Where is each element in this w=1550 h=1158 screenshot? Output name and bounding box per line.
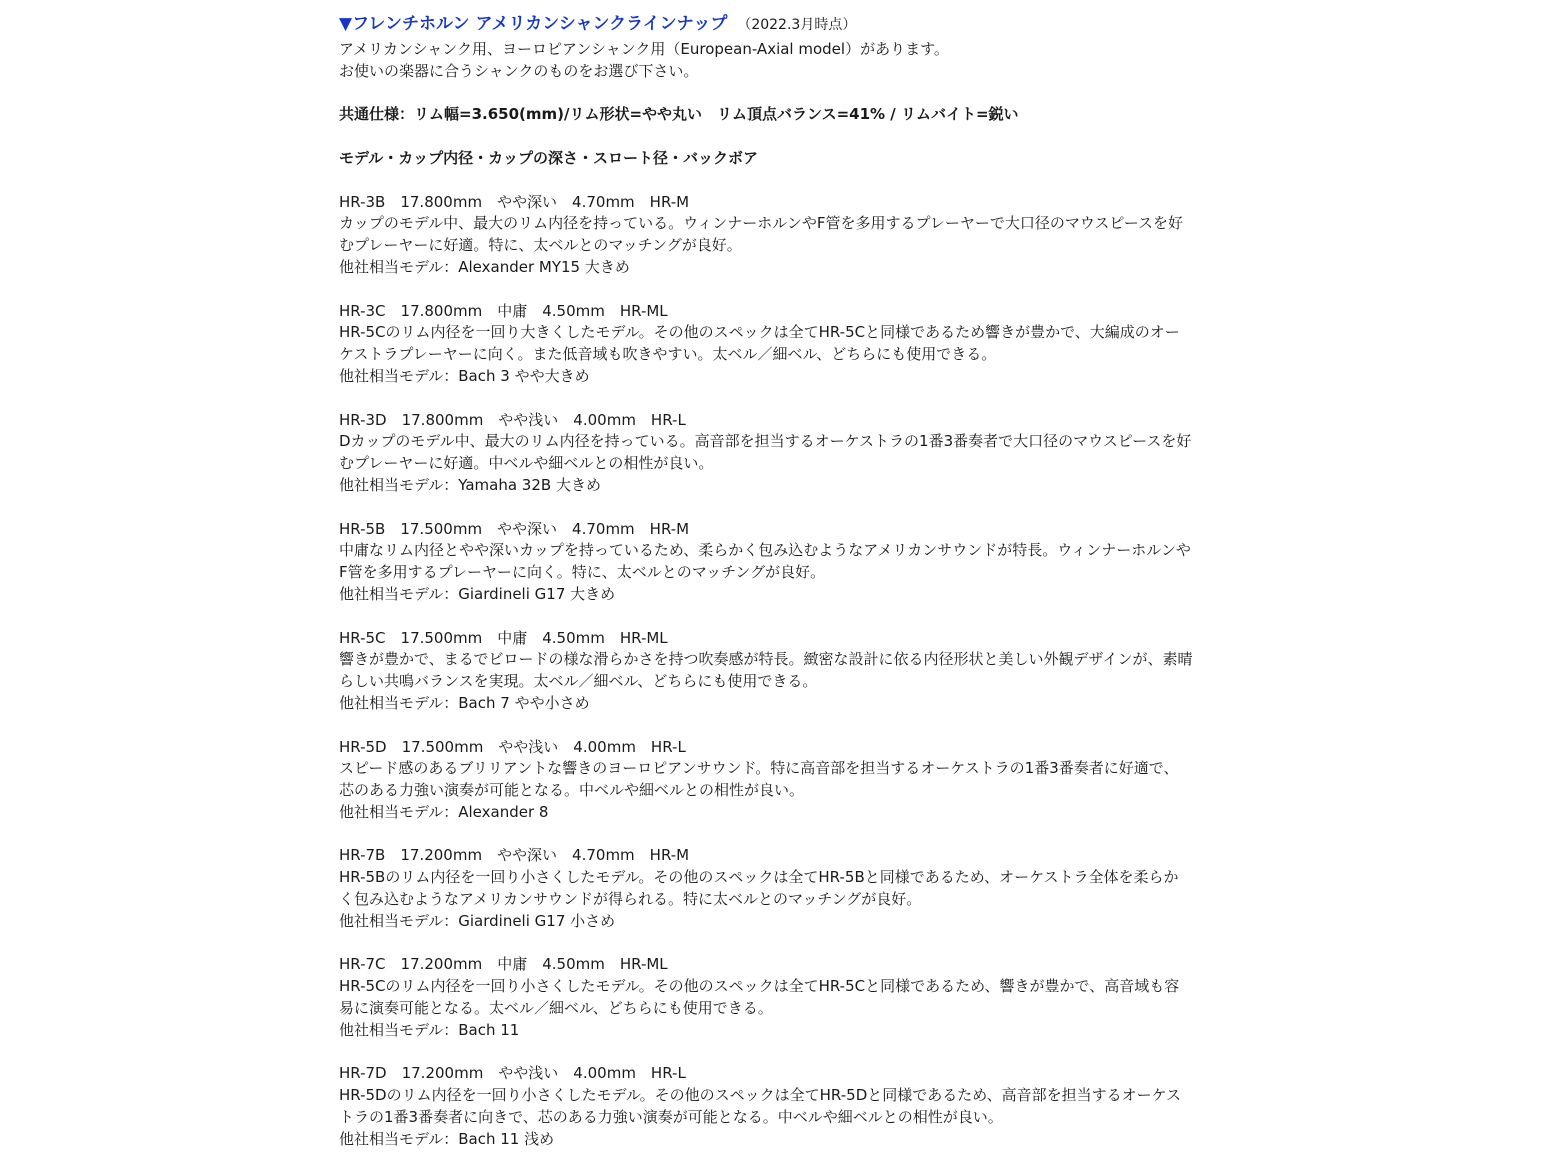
model-entry	[339, 737, 1239, 824]
model-entry	[339, 845, 1239, 932]
model-description: むプレーヤーに好適。中ベルや細ベルとの相性が良い。	[339, 454, 714, 473]
model-entry	[339, 628, 1239, 715]
model-description: HR-5Cのリム内径を一回り小さくしたモデル。その他のスペックは全てHR-5Cと同様であるため、響きが豊かで、高音域も容	[339, 977, 1180, 996]
common-spec-text: 共通仕様：リム幅=3.650(mm)/リム形状=やや丸い リム頂点バランス=41% / リムバイト=鋭い	[339, 105, 1019, 124]
model-description: く包み込むようなアメリカンサウンドが得られる。特に太ベルとのマッチングが良好。	[339, 890, 922, 909]
columns-heading-text: モデル・カップ内径・カップの深さ・スロート径・バックボア	[339, 148, 758, 167]
equivalent-model: 他社相当モデル：Bach 11 浅め	[339, 1129, 555, 1148]
model-spec: HR-5D 17.500mm やや浅い 4.00mm HR-L	[339, 737, 686, 756]
model-spec: HR-7D 17.200mm やや浅い 4.00mm HR-L	[339, 1064, 686, 1083]
model-description: 易に演奏可能となる。太ベル／細ベル、どちらにも使用できる。	[339, 999, 773, 1018]
model-description: 芯のある力強い演奏が可能となる。中ベルや細ベルとの相性が良い。	[339, 781, 805, 800]
model-entry	[339, 1063, 1239, 1150]
intro-text	[339, 39, 1239, 83]
model-description: HR-5Dのリム内径を一回り小さくしたモデル。その他のスペックは全てHR-5Dと同様であるため、高音部を担当するオーケス	[339, 1086, 1182, 1105]
model-entry	[339, 954, 1239, 1041]
spacer	[339, 126, 1239, 148]
date-note: （2022.3月時点）	[737, 17, 857, 33]
model-spec: HR-7B 17.200mm やや深い 4.70mm HR-M	[339, 846, 690, 865]
model-description: Dカップのモデル中、最大のリム内径を持っている。高音部を担当するオーケストラの1番3番奏者で大口径のマウスピースを好	[339, 432, 1192, 451]
model-description: むプレーヤーに好適。特に、太ベルとのマッチングが良好。	[339, 236, 742, 255]
model-entry	[339, 519, 1239, 606]
equivalent-model: 他社相当モデル：Bach 3 やや大きめ	[339, 366, 590, 385]
spacer	[339, 606, 1239, 628]
model-description: トラの1番3番奏者に向きで、芯のある力強い演奏が可能となる。中ベルや細ベルとの相性が良い。	[339, 1108, 1003, 1127]
intro-line: お使いの楽器に合うシャンクのものをお選び下さい。	[339, 61, 699, 80]
common-spec	[339, 104, 1239, 126]
model-entry	[339, 301, 1239, 388]
equivalent-model: 他社相当モデル：Giardineli G17 大きめ	[339, 584, 616, 603]
page-title: ▼フレンチホルン アメリカンシャンクラインナップ	[339, 14, 728, 34]
model-entry	[339, 192, 1239, 279]
spacer	[339, 497, 1239, 519]
spacer	[339, 83, 1239, 105]
spacer	[339, 715, 1239, 737]
content-area	[339, 10, 1239, 1151]
model-spec: HR-3D 17.800mm やや浅い 4.00mm HR-L	[339, 410, 686, 429]
model-description: スピード感のあるブリリアントな響きのヨーロピアンサウンド。特に高音部を担当するオーケストラの1番3番奏者に好適で、	[339, 759, 1179, 778]
equivalent-model: 他社相当モデル：Yamaha 32B 大きめ	[339, 475, 601, 494]
model-description: 中庸なリム内径とやや深いカップを持っているため、柔らかく包み込むようなアメリカンサウンドが特長。ウィンナーホルンや	[339, 541, 1191, 560]
model-spec: HR-5B 17.500mm やや深い 4.70mm HR-M	[339, 519, 690, 538]
model-description: ケストラプレーヤーに向く。また低音域も吹きやすい。太ベル／細ベル、どちらにも使用できる。	[339, 345, 997, 364]
spacer	[339, 933, 1239, 955]
equivalent-model: 他社相当モデル：Bach 7 やや小さめ	[339, 693, 590, 712]
equivalent-model: 他社相当モデル：Alexander 8	[339, 802, 549, 821]
equivalent-model: 他社相当モデル：Bach 11	[339, 1020, 520, 1039]
model-spec: HR-3C 17.800mm 中庸 4.50mm HR-ML	[339, 301, 668, 320]
model-description: HR-5Cのリム内径を一回り大きくしたモデル。その他のスペックは全てHR-5Cと同様であるため響きが豊かで、大編成のオー	[339, 323, 1180, 342]
model-description: F管を多用するプレーヤーに向く。特に、太ベルとのマッチングが良好。	[339, 563, 826, 582]
model-description: HR-5Bのリム内径を一回り小さくしたモデル。その他のスペックは全てHR-5Bと同様であるため、オーケストラ全体を柔らか	[339, 868, 1179, 887]
spacer	[339, 279, 1239, 301]
page-title-line	[339, 10, 1239, 39]
model-spec: HR-5C 17.500mm 中庸 4.50mm HR-ML	[339, 628, 668, 647]
columns-heading	[339, 148, 1239, 170]
spacer	[339, 824, 1239, 846]
intro-line: アメリカンシャンク用、ヨーロピアンシャンク用（European-Axial model）があります。	[339, 40, 949, 58]
model-description: カップのモデル中、最大のリム内径を持っている。ウィンナーホルンやF管を多用するプレーヤーで大口径のマウスピースを好	[339, 214, 1184, 233]
model-entry	[339, 410, 1239, 497]
model-spec: HR-3B 17.800mm やや深い 4.70mm HR-M	[339, 192, 690, 211]
model-description: 響きが豊かで、まるでビロードの様な滑らかさを持つ吹奏感が特長。緻密な設計に依る内径形状と美しい外観デザインが、素晴	[339, 650, 1193, 669]
spacer	[339, 388, 1239, 410]
equivalent-model: 他社相当モデル：Giardineli G17 小さめ	[339, 911, 616, 930]
model-spec: HR-7C 17.200mm 中庸 4.50mm HR-ML	[339, 955, 668, 974]
spacer	[339, 170, 1239, 192]
spacer	[339, 1042, 1239, 1064]
model-description: らしい共鳴バランスを実現。太ベル／細ベル、どちらにも使用できる。	[339, 672, 818, 691]
equivalent-model: 他社相当モデル：Alexander MY15 大きめ	[339, 257, 630, 276]
